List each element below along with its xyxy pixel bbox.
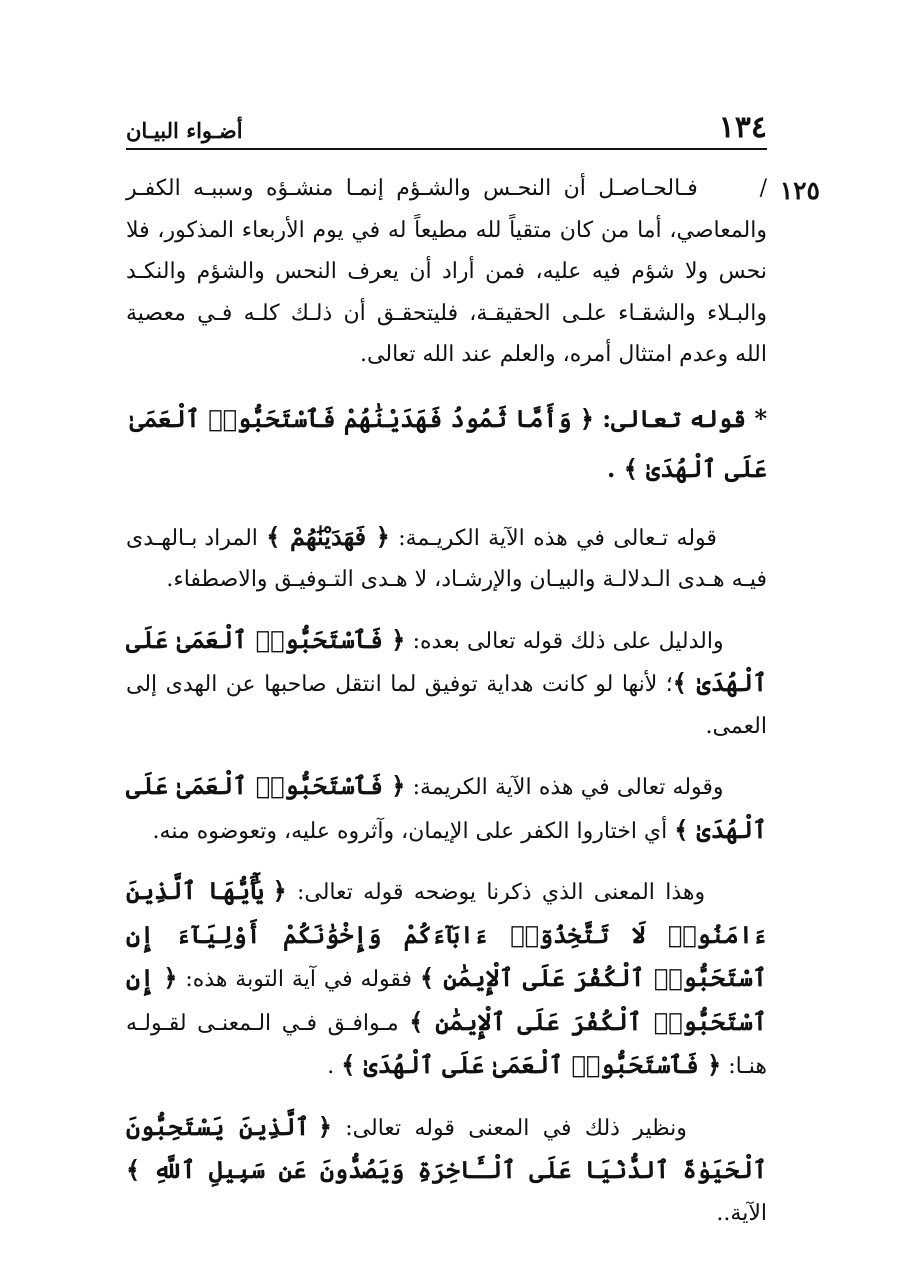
paragraph-meaning: [126, 765, 767, 852]
paragraph-text: .: [327, 1054, 335, 1079]
paragraph-text: مـوافـق فـي الـمعنـى لقـولـه هنـا:: [126, 1010, 767, 1079]
page-break-slash: /: [759, 176, 767, 201]
paragraph-similar: [126, 1106, 767, 1235]
paragraph-text: قوله تـعالى في هذه الآية الكريـمة:: [398, 525, 717, 551]
margin-reference: ١٢٥: [779, 176, 820, 205]
page-header: [126, 108, 767, 150]
page-body: [126, 168, 767, 1234]
quran-quote: ﴿ فَهَدَيْنَٰهُمْ ﴾: [266, 521, 390, 551]
paragraph-evidence: [126, 619, 767, 748]
paragraph-text: والدليل على ذلك قوله تعالى بعده:: [412, 628, 724, 654]
paragraph-guidance: [126, 516, 767, 601]
verse-label: قوله تعالى:: [602, 403, 747, 433]
paragraph-text: فـالحـاصـل أن النحـس والشـؤم إنمـا منشـؤه وسببـه الكفـر والمعاصي، أما من كان متقياً لله مطيعاً له في يوم الأربعاء المذكور، فلا نحس ولا شؤم فيه عليه، فمن أراد أن يعرف النحس والشؤم والنكـد والبـلاء والشقـاء علـى الحقيقـة، فليتحقـق أن ذلـك كلـه فـي معصية الله وعدم امتثال أمره، والعلم عند الله تعالى.: [126, 176, 767, 367]
paragraph-text: فقوله في آية التوبة هذه:: [185, 967, 413, 992]
paragraph-text: ؛ لأنها لو كانت هداية توفيق لما انتقل صاحبها عن الهدى إلى العمى.: [126, 672, 767, 739]
verse-heading: [126, 394, 767, 494]
paragraph-explanation: [126, 870, 767, 1088]
quran-quote: ﴿ فَٱسْتَحَبُّوا۟ ٱلْعَمَىٰ عَلَى ٱلْهُدَىٰ ﴾: [126, 771, 767, 844]
quran-quote: ﴿ فَٱسْتَحَبُّوا۟ ٱلْعَمَىٰ عَلَى ٱلْهُدَىٰ ﴾: [126, 624, 768, 697]
paragraph-text: الآية..: [716, 1200, 767, 1226]
quran-quote: ﴿ إِنِ ٱسْتَحَبُّوا۟ ٱلْكُفْرَ عَلَى ٱلْإِيمَٰنِ ﴾: [126, 963, 767, 1036]
paragraph-text: وقوله تعالى في هذه الآية الكريمة:: [412, 775, 724, 800]
paragraph-text: وهذا المعنى الذي ذكرنا يوضحه قوله تعالى:: [296, 880, 706, 905]
page-number: ١٣٤: [718, 110, 767, 145]
paragraph-conclusion: [126, 168, 767, 376]
paragraph-text: المراد بـالهـدى فيـه هـدى الـدلالـة والبيـان والإرشـاد، لا هـدى التـوفيـق والاصطفاء.: [126, 525, 767, 592]
paragraph-text: ونظير ذلك في المعنى قوله تعالى:: [345, 1115, 687, 1141]
quran-quote: ﴿ يَٰٓأَيُّهَا ٱلَّذِينَ ءَامَنُوا۟ لَا تَتَّخِذُوٓا۟ ءَابَآءَكُمْ وَإِخْوَٰنَكُمْ أَوْلِيَآءَ إِنِ ٱسْتَحَبُّوا۟ ٱلْكُفْرَ عَلَى ٱلْإِيمَٰنِ ﴾: [126, 876, 767, 992]
quran-quote: ﴿ ٱلَّذِينَ يَسْتَحِبُّونَ ٱلْحَيَوٰةَ ٱلدُّنْيَا عَلَى ٱلْـَٔاخِرَةِ وَيَصُدُّونَ عَن سَبِيلِ ٱللَّهِ ﴾: [126, 1111, 767, 1184]
verse-star: *: [754, 403, 767, 433]
quran-verse: ﴿ وَأَمَّا ثَمُودُ فَهَدَيْنَٰهُمْ فَٱسْتَحَبُّوا۟ ٱلْعَمَىٰ عَلَى ٱلْهُدَىٰ ﴾ .: [129, 403, 767, 483]
book-title: أضـواء البيـان: [126, 118, 243, 143]
paragraph-text: أي اختاروا الكفر على الإيمان، وآثروه عليه، وتعوضوه منه.: [152, 818, 668, 844]
quran-quote: ﴿ فَٱسْتَحَبُّوا۟ ٱلْعَمَىٰ عَلَى ٱلْهُدَىٰ ﴾: [341, 1050, 722, 1079]
